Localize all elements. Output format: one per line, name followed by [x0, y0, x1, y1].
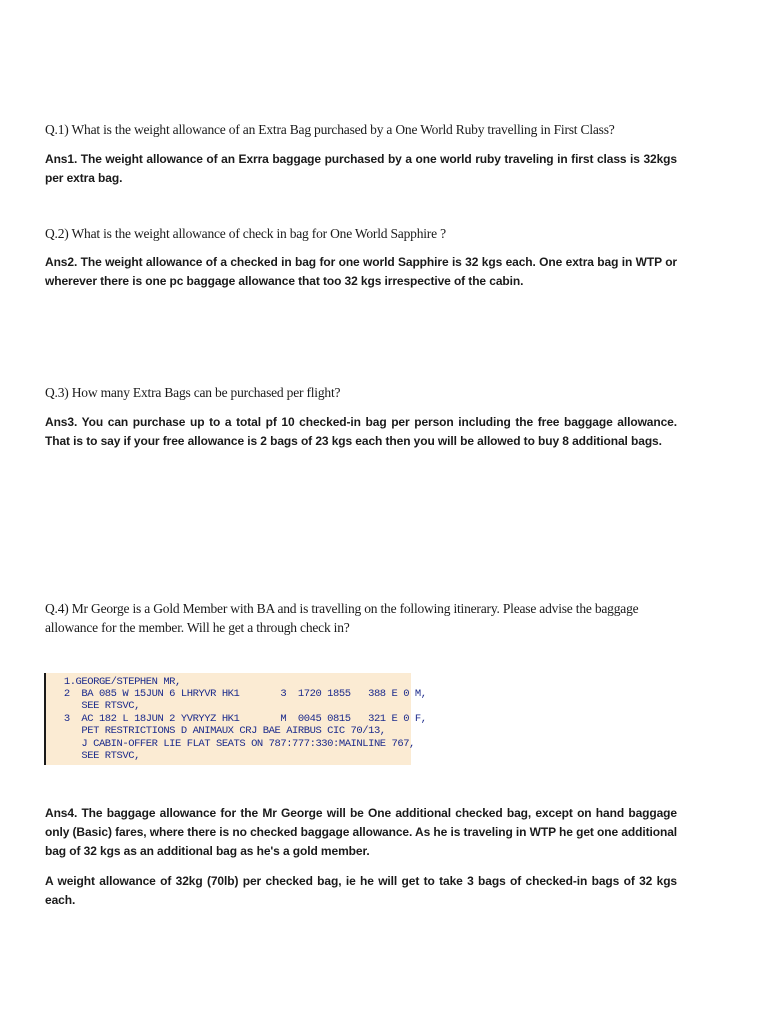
itinerary-line: 3 AC 182 L 18JUN 2 YVRYYZ HK1 M 0045 0815 321 E 0 F, — [58, 713, 427, 725]
itinerary-line: 1.GEORGE/STEPHEN MR, — [58, 676, 181, 688]
itinerary-line: SEE RTSVC, — [58, 700, 140, 712]
answer-4-weight: A weight allowance of 32kg (70lb) per checked bag, ie he will get to take 3 bags of checked-in bags of 32 kgs each. — [45, 874, 677, 907]
itinerary-line: PET RESTRICTIONS D ANIMAUX CRJ BAE AIRBUS CIC 70/13, — [58, 725, 386, 737]
question-1: Q.1) What is the weight allowance of an Extra Bag purchased by a One World Ruby travelling in First Class? — [45, 122, 615, 137]
question-3: Q.3) How many Extra Bags can be purchased per flight? — [45, 385, 341, 400]
answer-4: Ans4. The baggage allowance for the Mr George will be One additional checked bag, except on hand baggage only (Basic) fares, where there is no checked baggage allowance. As he is traveling in WTP he get one additional bag of 32 kgs as an additional bag as he's a gold member. — [45, 806, 677, 858]
itinerary-line: 2 BA 085 W 15JUN 6 LHRYVR HK1 3 1720 1855 388 E 0 M, — [58, 688, 427, 700]
question-4: Q.4) Mr George is a Gold Member with BA and is travelling on the following itinerary. Please advise the baggage allowance for the member. Will he get a through check in? — [45, 601, 639, 635]
itinerary-line: SEE RTSVC, — [58, 750, 140, 762]
question-2: Q.2) What is the weight allowance of check in bag for One World Sapphire ? — [45, 226, 446, 241]
itinerary-line: J CABIN-OFFER LIE FLAT SEATS ON 787:777:330:MAINLINE 767, — [58, 738, 415, 750]
answer-1: Ans1. The weight allowance of an Exrra baggage purchased by a one world ruby traveling in first class is 32kgs per extra bag. — [45, 152, 677, 185]
answer-3: Ans3. You can purchase up to a total pf 10 checked-in bag per person including the free baggage allowance. That is to say if your free allowance is 2 bags of 23 kgs each then you will be allowed to buy 8 additional bags. — [45, 415, 677, 448]
itinerary-terminal-block — [44, 673, 427, 765]
answer-2: Ans2. The weight allowance of a checked in bag for one world Sapphire is 32 kgs each. One extra bag in WTP or wherever there is one pc baggage allowance that too 32 kgs irrespective of the cabin. — [45, 255, 677, 288]
